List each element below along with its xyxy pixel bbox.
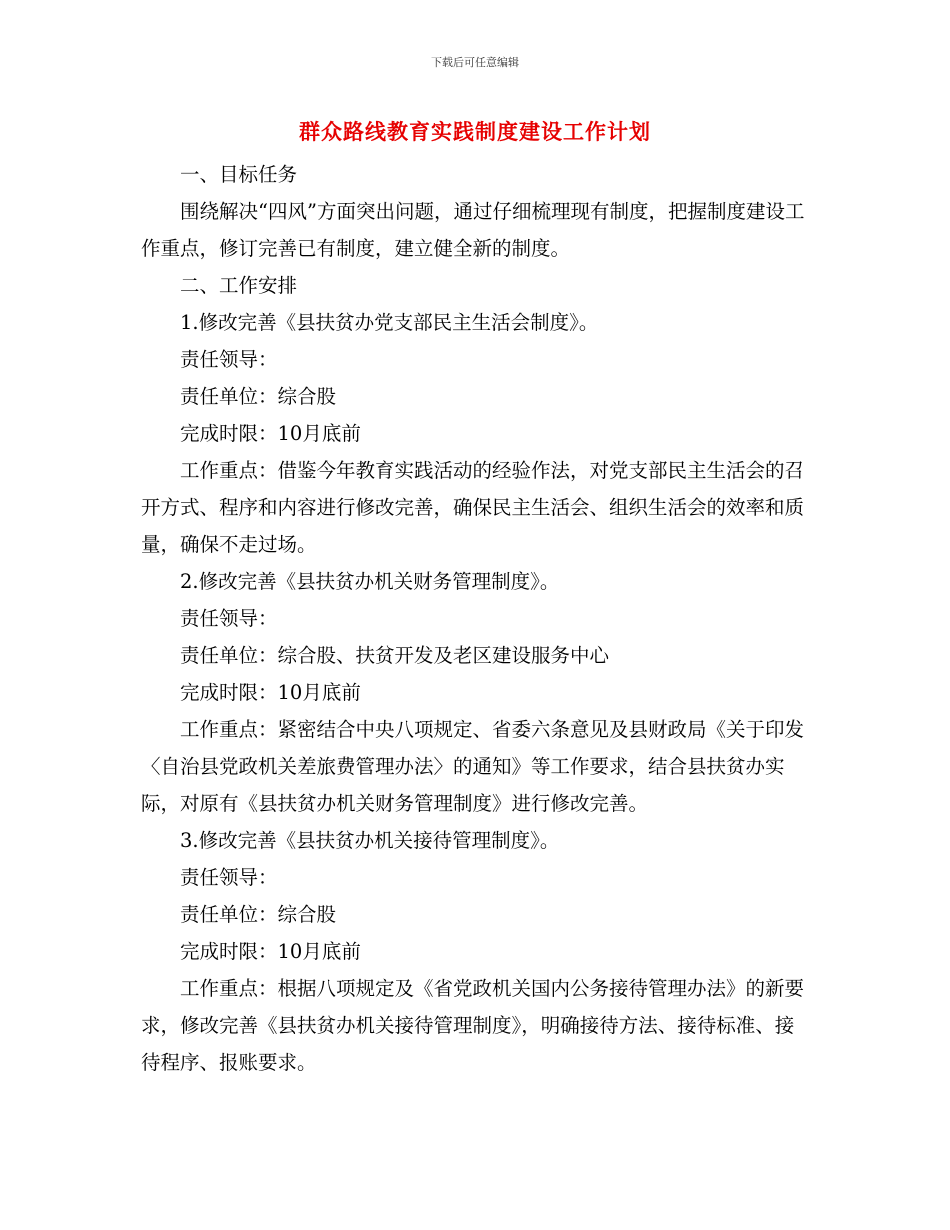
section-heading-goals: 一、目标任务	[180, 163, 298, 186]
item-3-heading: 3.修改完善《县扶贫办机关接待管理制度》。	[180, 829, 560, 852]
item-3-unit: 责任单位：综合股	[180, 903, 337, 926]
item-2-focus: 工作重点：紧密结合中央八项规定、省委六条意见及县财政局《关于印发〈自治县党政机关差旅费管理办法〉的通知》等工作要求，结合县扶贫办实际，对原有《县扶贫办机关财务管理制度》进行修改完善。	[141, 718, 805, 815]
document-body	[141, 156, 809, 1081]
item-1-leader: 责任领导：	[180, 348, 278, 371]
item-3-focus: 工作重点：根据八项规定及《省党政机关国内公务接待管理办法》的新要求，修改完善《县扶贫办机关接待管理制度》，明确接待方法、接待标准、接待程序、报账要求。	[141, 977, 805, 1074]
item-1-unit: 责任单位：综合股	[180, 385, 337, 408]
item-1-deadline: 完成时限：10月底前	[180, 422, 361, 445]
paragraph-goals: 围绕解决“四风”方面突出问题，通过仔细梳理现有制度，把握制度建设工作重点，修订完善已有制度，建立健全新的制度。	[141, 200, 805, 260]
item-3-deadline: 完成时限：10月底前	[180, 940, 361, 963]
item-2-heading: 2.修改完善《县扶贫办机关财务管理制度》。	[180, 570, 560, 593]
item-2-unit: 责任单位：综合股、扶贫开发及老区建设服务中心	[180, 644, 610, 667]
item-1-focus: 工作重点：借鉴今年教育实践活动的经验作法，对党支部民主生活会的召开方式、程序和内容进行修改完善，确保民主生活会、组织生活会的效率和质量，确保不走过场。	[141, 459, 805, 556]
header-note: 下载后可任意编辑	[431, 56, 519, 69]
section-heading-arrangement: 二、工作安排	[180, 274, 298, 297]
item-1-heading: 1.修改完善《县扶贫办党支部民主生活会制度》。	[180, 311, 599, 334]
item-2-deadline: 完成时限：10月底前	[180, 681, 361, 704]
item-3-leader: 责任领导：	[180, 866, 278, 889]
item-2-leader: 责任领导：	[180, 607, 278, 630]
document-title: 群众路线教育实践制度建设工作计划	[299, 120, 651, 144]
